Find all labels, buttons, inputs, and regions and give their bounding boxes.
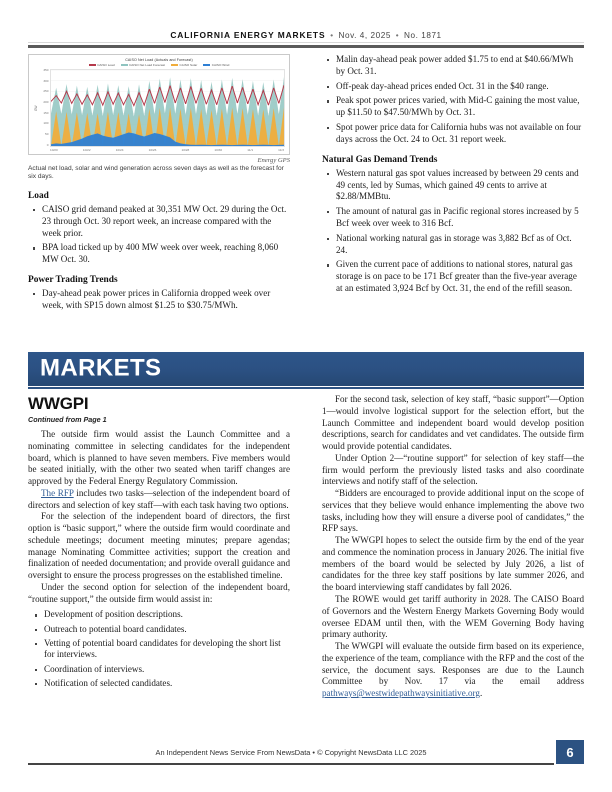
article-paragraph: The outside firm would assist the Launch Committee and a nominating committee in selecting candidates for the independent board, which is planned to have seven members. Five members would be seated initially, with the other two seated when tariff changes are approved by the Federal Energy Regulatory Commission.: [28, 429, 290, 487]
y-tick-5: 100: [43, 121, 49, 126]
article-paragraph: Under Option 2—“routine support” for selection of key staff—the firm would perform the previously listed tasks and also coordinate interviews and notify staff of the selection.: [322, 452, 584, 487]
x-tick-7: 11/3: [278, 148, 284, 152]
page-number-badge: [556, 740, 584, 764]
masthead-hairline: [28, 42, 584, 43]
chart-y-axis-label: GW: [34, 105, 38, 111]
y-tick-3: 200: [43, 100, 49, 105]
list-item: Vetting of potential board candidates for developing the short list for interviews.: [28, 638, 290, 661]
chart-x-ticks: [33, 148, 285, 152]
masthead: [28, 30, 584, 40]
list-item: BPA load ticked up by 400 MW week over week, reaching 8,060 MW Oct. 30.: [28, 242, 290, 266]
legend-item-caiso-load: [89, 63, 115, 67]
article-paragraph: For the selection of the independent board of directors, the first option is “basic support,” where the outside firm would coordinate and schedule meetings; document meeting minutes; prepare agendas; manage Nominating Committee activities; support the creation and finalization of needed documentation; and provide overall guidance and oversight to ensure the process progresses on the established timeline.: [28, 511, 290, 581]
legend-item-caiso-wind: [203, 63, 229, 67]
list-item: Given the current pace of additions to national stores, natural gas storage is on pace to be 171 Bcf greater than the five-year average at an estimated 3,924 Bcf by Oct. 31, the end of the refill season.: [322, 259, 584, 294]
list-item: Outreach to potential board candidates.: [28, 624, 290, 636]
chart-svg: [51, 70, 284, 146]
x-tick-4: 10/28: [181, 148, 190, 152]
legend-label-caiso-wind: CAISO Wind: [211, 63, 230, 67]
list-item: Day-ahead peak power prices in California dropped week over week, with SP15 down almost $1.25 to $30.75/MWh.: [28, 288, 290, 312]
x-tick-2: 10/24: [115, 148, 124, 152]
legend-swatch-caiso-load: [89, 64, 96, 67]
legend-item-caiso-solar: [171, 63, 197, 67]
list-item: Development of position descriptions.: [28, 609, 290, 621]
figure-caption: Actual net load, solar and wind generation across seven days as well as the forecast for six days.: [28, 165, 284, 181]
y-tick-1: 300: [43, 78, 49, 83]
section-heading-load: Load: [28, 190, 49, 201]
caiso-chart-figure: [28, 54, 290, 155]
legend-label-net-load-forecast: CAISO Net Load Forecast: [129, 63, 166, 67]
x-tick-3: 10/26: [148, 148, 157, 152]
natural-gas-bullet-list: [322, 168, 584, 295]
y-tick-4: 150: [43, 110, 49, 115]
y-tick-6: 50: [45, 132, 49, 137]
power-trading-bullet-list: [28, 288, 290, 312]
article-paragraph-with-link: [28, 488, 290, 512]
masthead-separator-1: •: [330, 31, 334, 40]
section-banner-rule: [28, 387, 584, 389]
list-item: Spot power price data for California hubs was not available on four days across the Oct. 24 to Oct. 31 report week.: [322, 122, 584, 146]
masthead-rule: [28, 45, 584, 48]
chart-y-ticks: [39, 69, 50, 147]
list-item: Coordination of interviews.: [28, 664, 290, 676]
page-number: 6: [566, 744, 574, 760]
article-right-column: [322, 394, 584, 700]
power-price-bullet-list: [322, 54, 584, 146]
issue-number: No. 1871: [404, 31, 442, 40]
list-item: Western natural gas spot values increased by between 29 cents and 49 cents, led by Sumas, which gained 49 cents to arrive at $2.88/MMBtu.: [322, 168, 584, 203]
article-paragraph-text: includes two tasks—selection of the independent board of directors and selection of key staff—with each task having two options.: [28, 487, 290, 510]
legend-swatch-caiso-solar: [171, 64, 178, 67]
x-tick-1: 10/22: [82, 148, 91, 152]
legend-swatch-caiso-wind: [203, 64, 210, 67]
issue-date: Nov. 4, 2025: [338, 31, 391, 40]
list-item: Notification of selected candidates.: [28, 678, 290, 690]
section-heading-natural-gas-demand-trends: Natural Gas Demand Trends: [322, 154, 438, 165]
article-paragraph: For the second task, selection of key staff, “basic support”—Option 1—would involve logistical support for the selection effort, but the Launch Committee and independent board would develop position descriptions, search for candidates and vet candidates. The outside firm would provide potential candidates.: [322, 394, 584, 452]
publication-title: CALIFORNIA ENERGY MARKETS: [170, 30, 326, 40]
rfp-link[interactable]: The RFP: [41, 487, 74, 498]
x-tick-5: 10/30: [214, 148, 223, 152]
legend-label-caiso-load: CAISO Load: [97, 63, 115, 67]
contact-email-link[interactable]: pathways@westwidepathwaysinitiative.org: [322, 688, 480, 699]
figure-credit: Energy GPS: [257, 157, 290, 164]
chart-legend: [33, 63, 285, 67]
article-paragraph: The ROWE would get tariff authority in 2028. The CAISO Board of Governors and the Western Energy Markets Governing Body would oversee EDAM until then, with the WEM Governing Body having primary authority.: [322, 594, 584, 640]
masthead-separator-2: •: [395, 31, 400, 40]
y-tick-2: 250: [43, 89, 49, 94]
legend-item-net-load-forecast: [121, 63, 165, 67]
section-banner-markets: [28, 352, 584, 386]
legend-swatch-net-load-forecast: [121, 64, 128, 67]
load-bullet-list: [28, 204, 290, 266]
article-bullet-list: [28, 609, 290, 689]
section-banner-label: MARKETS: [40, 354, 162, 382]
masthead-line: [28, 30, 584, 40]
list-item: Malin day-ahead peak power added $1.75 to end at $40.66/MWh by Oct. 31.: [322, 54, 584, 78]
list-item: Off-peak day-ahead prices ended Oct. 31 in the $40 range.: [322, 81, 584, 93]
article-paragraph-with-email: [322, 641, 584, 700]
list-item: National working natural gas in storage was 3,882 Bcf as of Oct. 24.: [322, 233, 584, 257]
article-paragraph-text: The WWGPI will evaluate the outside firm based on its experience, the experience of the team, compliance with the RFP and the cost of the service, the document says. Responses are due to the Launch Committee by Nov. 17 via the email address: [322, 641, 584, 687]
chart-plot-wrapper: [33, 69, 285, 147]
legend-label-caiso-solar: CAISO Solar: [179, 63, 198, 67]
list-item: Peak spot power prices varied, with Mid-C gaining the most value, up $11.50 to $47.50/MWh by Oct. 31.: [322, 95, 584, 119]
article-title: WWGPI: [28, 394, 89, 413]
section-heading-power-trading-trends: Power Trading Trends: [28, 274, 118, 285]
chart-plot-area: [50, 69, 285, 147]
footer-rule: [28, 763, 554, 765]
x-tick-6: 11/1: [247, 148, 254, 152]
right-column-top: [322, 54, 584, 298]
chart-title: CAISO Net Load (Actuals and Forecast): [125, 58, 193, 62]
article-paragraph: The WWGPI hopes to select the outside firm by the end of the year and commence the nomination process in January 2026. The initial five members of the board would be selected by July 2026, a list of candidates for the three key staff positions by late summer 2026, and the board interviewing staff candidates by fall 2026.: [322, 535, 584, 593]
left-column-top: [28, 54, 290, 315]
article-paragraph-period: .: [479, 688, 483, 699]
article-paragraph: Under the second option for selection of the independent board, “routine support,” the outside firm would assist in:: [28, 581, 290, 604]
list-item: CAISO grid demand peaked at 30,351 MW Oct. 29 during the Oct. 23 through Oct. 30 report week, an increase compared with the week prior.: [28, 204, 290, 239]
footer-text: An Independent News Service From NewsData • © Copyright NewsData LLC 2025: [155, 748, 427, 757]
y-tick-7: 0: [46, 142, 49, 147]
x-tick-0: 10/20: [50, 148, 58, 152]
article-paragraph: “Bidders are encouraged to provide additional input on the scope of services that they believe would enhance implementing the above two tasks, including how they will ensure a diverse pool of candidates,” the RFP says.: [322, 488, 584, 534]
list-item: The amount of natural gas in Pacific regional stores increased by 5 Bcf week over week to 316 Bcf.: [322, 206, 584, 230]
article-continued-from: Continued from Page 1: [28, 415, 107, 424]
y-tick-0: 350: [43, 68, 49, 72]
article-left-column: [28, 394, 290, 692]
